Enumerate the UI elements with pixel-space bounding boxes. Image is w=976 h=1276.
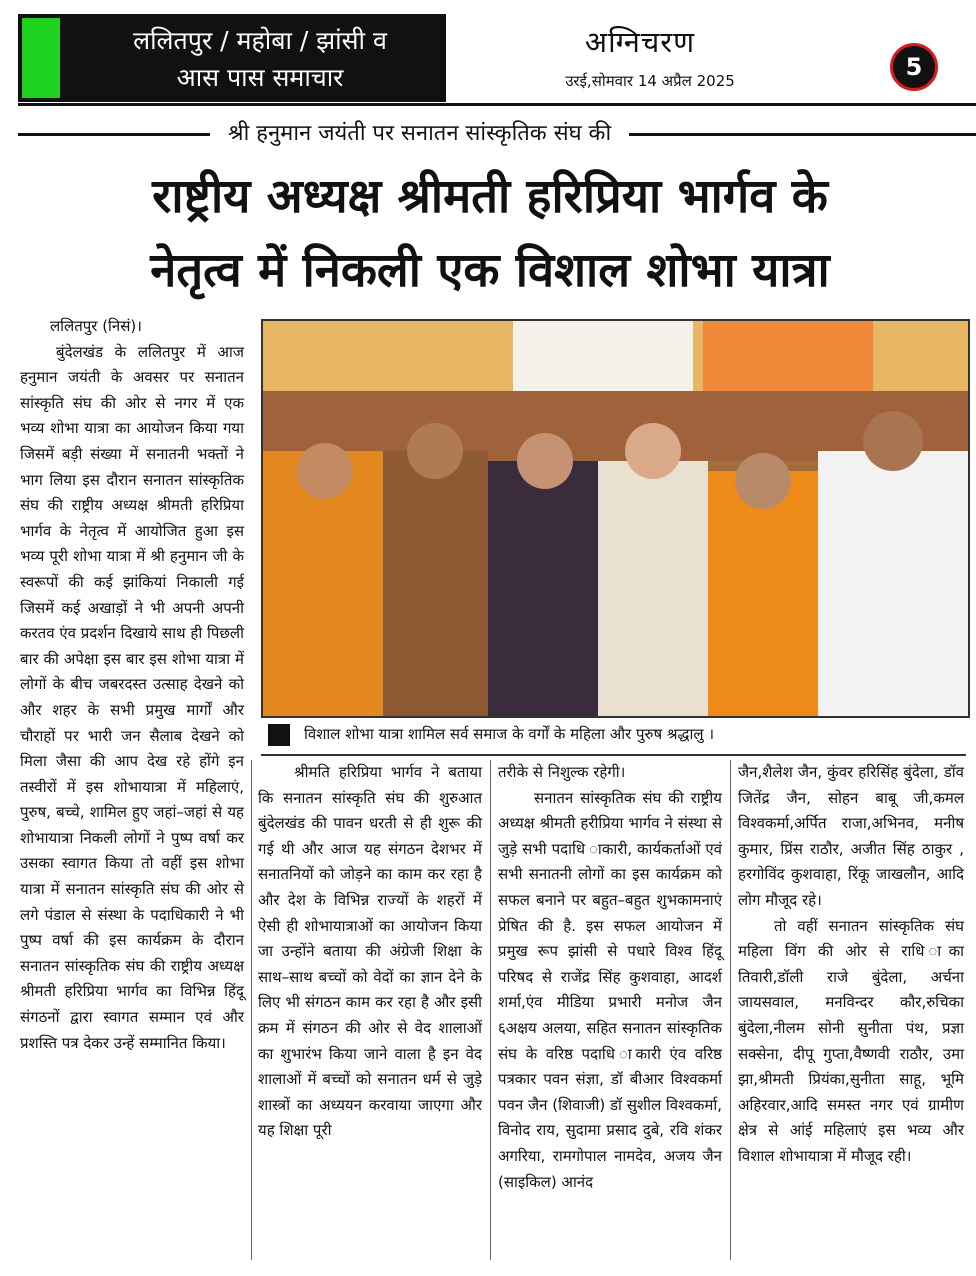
photo-face (407, 423, 463, 479)
photo-person (818, 451, 968, 716)
dateline: उरई,सोमवार 14 अप्रैल 2025 (565, 72, 735, 90)
article-paragraph: तो वहीं सनातन सांस्कृतिक संघ महिला विंग की ओर से राधि ाका तिवारी,डॉली राजे बुंदेला, अर्चना जायसवाल, मनविन्दर कौर,रुचिका बुंदेला,नीलम सोनी सुनीता पंथ, प्रज्ञा सक्सेना, दीपू गुप्ता,वैष्णवी राठौर, उमा झा,श्रीमती प्रियंका,सुनीता साहू, भूमि अहिरवार,आदि समस्त नगर एवं ग्रामीण क्षेत्र से आंई महिलाएं इस भव्य और विशाल शोभायात्रा में मौजूद रही। (738, 916, 964, 1165)
page-number-badge: 5 (890, 43, 938, 91)
article-paragraph: सनातन सांस्कृतिक संघ की राष्ट्रीय अध्यक्ष श्रीमती हरीप्रिया भार्गव ने संस्था से जुड़े सभी पदाधि ाकारी, कार्यकर्ताओं एवं सभी सनातनी लोगों का इस कार्यक्रम को सफल बनाने पर बहुत–बहुत शुभकामनाएं प्रेषित की है. इस सफल आयोजन में प्रमुख रूप झांसी से पधारे विश्व हिंदू परिषद से राजेंद्र सिंह कुशवाहा, आदर्श शर्मा,एंव मीडिया प्रभारी मनोज जैन ६अक्षय अलया, सहित सनातन सांस्कृतिक संघ के वरिष्ठ पदाधि ाकारी एंव वरिष्ठ पत्रकार पवन संज्ञा, डॉ बीआर विश्वकर्मा पवन जैन (शिवाजी) डॉ सुशील विश्वकर्मा, विनोद राय, सुदामा प्रसाद दुबे, रवि शंकर अगरिया, रामगोपाल नामदेव, अजय जैन (साइकिल) आनंद (498, 788, 722, 1191)
section-color-strip (22, 18, 64, 98)
column-divider (490, 760, 491, 1260)
headline-kicker: श्री हनुमान जयंती पर सनातन सांस्कृतिक संघ की (210, 118, 629, 150)
photo-caption (268, 722, 968, 746)
article-column-3 (498, 760, 722, 1195)
photo-caption-text: विशाल शोभा यात्रा शामिल सर्व समाज के वर्गों के महिला और पुरुष श्रद्धालु । (304, 725, 715, 743)
caption-rule (261, 754, 966, 756)
caption-marker (268, 724, 290, 746)
newspaper-name: अग्निचरण (584, 25, 696, 59)
section-title (80, 22, 440, 96)
column-divider (251, 760, 252, 1260)
article-column-2 (258, 760, 482, 1144)
section-title-line2: आस पास समाचार (176, 63, 344, 92)
photo-crowd-back (263, 391, 968, 461)
article-dateline: ललितपुर (निसं)। (50, 317, 142, 335)
header-rule (18, 103, 976, 106)
photo-person (488, 461, 598, 716)
photo-person (598, 461, 708, 716)
article-column-1 (20, 314, 244, 1056)
photo-face (297, 443, 353, 499)
photo-person (383, 451, 488, 716)
column-divider (730, 760, 731, 1260)
photo-face (625, 423, 681, 479)
article-paragraph: जैन,शैलेश जैन, कुंवर हरिसिंह बुंदेला, डॉव जितेंद्र जैन, सोहन बाबू जी,कमल विश्वकर्मा,अर्पित राजा,अभिनव, मनीष कुमार, प्रिंस राठौर, अजीत सिंह ठाकुर , हरगोविंद कुशवाहा, रिंकू जाखलौन, आदि लोग मौजूद रहे। (738, 763, 964, 909)
headline (20, 160, 960, 308)
article-paragraph: बुंदेलखंड के ललितपुर में आज हनुमान जयंती के अवसर पर सनातन सांस्कृति संघ की ओर से नगर में एक भव्य शोभा यात्रा का आयोजन किया गया जिसमें बड़ी संख्या में सनातनी भक्तों ने भाग लिया इस दौरान सनातन सांस्कृतिक संघ की राष्ट्रीय अध्यक्ष श्रीमती हरिप्रिया भार्गव के नेतृत्व में आयोजित हुआ इस भव्य पूरी शोभा यात्रा में श्री हनुमान जी के स्वरूपों की कई झांकियां निकाली गई जिसमें कई अखाड़ों ने भी अपनी अपनी करतव एंव प्रदर्शन दिखाये साथ ही पिछली बार की अपेक्षा इस बार इस शोभा यात्रा में लोगों के बीच जबरदस्त उत्साह देखने को और शहर के सभी प्रमुख मार्गों और चौराहों पर भारी जन सैलाब देखने को मिला जैसा की आप देख रहे होंगे इन तस्वीरों में इस शोभायात्रा में महिलाएं, पुरुष, बच्चे, शामिल हुए जहां–जहां से यह शोभायात्रा निकली लोगों ने पुष्प वर्षा कर उसका स्वागत किया तो वहीं इस शोभा यात्रा में सनातन सांस्कृति संघ की ओर से लगे पंडाल से संस्था के पदाधिकारी ने भी पुष्प वर्षा की इस कार्यक्रम के दौरान सनातन सांस्कृतिक संघ की राष्ट्रीय अध्यक्ष श्रीमती हरिप्रिया भार्गव का विभिन्न हिंदू संगठनों द्वारा स्वागत सम्मान एवं और प्रशस्ति पत्र देकर उन्हें सम्मानित किया। (20, 342, 244, 1052)
headline-line2: नेतृत्व में निकली एक विशाल शोभा यात्रा (150, 243, 830, 298)
article-column-4 (738, 760, 964, 1170)
photo-face (735, 453, 791, 509)
article-paragraph: तरीके से निशुल्क रहेगी। (498, 763, 626, 781)
headline-line1: राष्ट्रीय अध्यक्ष श्रीमती हरिप्रिया भार्गव के (152, 169, 828, 224)
photo-face (863, 411, 923, 471)
article-paragraph: श्रीमति हरिप्रिया भार्गव ने बताया कि सनातन सांस्कृति संघ की शुरुआत बुंदेलखंड की पावन धरती से ही शुरू की गई थी और आज यह संगठन देशभर में सनातनियों को जोड़ने का काम कर रहा है और देश के विभिन्न राज्यों के शहरों में ऐसी ही शोभायात्राओं का आयोजन किया जा उन्होंने बताया की अंग्रेजी शिक्षा के साथ–साथ बच्चों को वेदों का ज्ञान देने के लिए भी संगठन काम कर रहा है और इसी क्रम में संगठन की ओर से वेद शालाओं का शुभारंभ किया जाने वाला है इन वेद शालाओं में बच्चों को सनातन धर्म से जुड़े शास्त्रों का अध्ययन करवाया जाएगा और यह शिक्षा पूरी (258, 763, 482, 1140)
crowd-photo-illustration (263, 321, 968, 716)
section-title-line1: ललितपुर / महोबा / झांसी व (133, 26, 387, 55)
photo-face (517, 433, 573, 489)
event-photo (261, 319, 970, 718)
